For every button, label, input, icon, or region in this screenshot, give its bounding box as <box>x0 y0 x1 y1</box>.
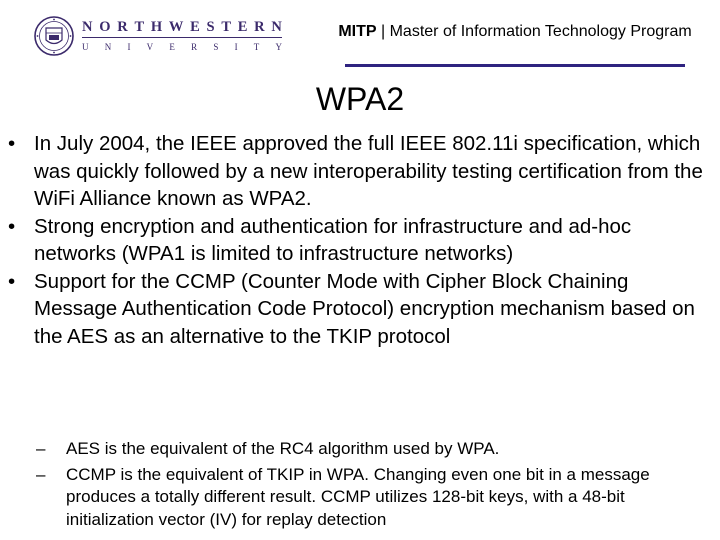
bullet-marker: • <box>8 132 16 155</box>
sub-bullet-text: AES is the equivalent of the RC4 algorithm used by WPA. <box>66 439 500 458</box>
sub-bullet-item <box>8 438 714 461</box>
sub-bullet-item <box>8 464 714 532</box>
program-abbr: MITP <box>338 23 377 40</box>
logo-divider <box>82 37 282 38</box>
logo-letter-bottom: V <box>146 42 154 52</box>
sub-bullet-text: CCMP is the equivalent of TKIP in WPA. Changing even one bit in a message produces a totally different result. CCMP utilizes 128-bit keys, with a 48-bit initialization vector (IV) for replay detection <box>66 464 650 529</box>
logo-wordmark <box>82 18 282 54</box>
logo-letter-top: T <box>134 19 145 35</box>
logo-letter-top: N <box>271 19 282 35</box>
logo-letter-top: T <box>221 19 231 35</box>
logo-letter-bottom: E <box>169 42 175 52</box>
bullet-text: Strong encryption and authentication for infrastructure and ad-hoc networks (WPA1 is limited to infrastructure networks) <box>34 214 632 265</box>
bullet-item <box>8 213 714 268</box>
logo-letter-top: O <box>99 19 111 35</box>
bullet-list <box>8 130 714 350</box>
sub-bullet-list <box>8 438 714 534</box>
logo-letter-top: S <box>206 19 215 35</box>
sub-bullet-marker: – <box>36 464 46 484</box>
logo-letter-top: R <box>254 19 265 35</box>
bullet-marker: • <box>8 269 16 293</box>
header-separator: | <box>380 23 386 40</box>
bullet-text: Support for the CCMP (Counter Mode with Cipher Block Chaining Message Authentication Code Protocol) encryption mechanism based on the AES as an alternative to the TKIP protocol <box>34 269 695 348</box>
logo-letter-bottom: T <box>253 42 260 52</box>
bullet-item <box>8 130 714 213</box>
program-header <box>330 22 700 42</box>
logo-letter-bottom: N <box>104 42 112 52</box>
bullet-marker: • <box>8 214 16 238</box>
logo-letter-top: W <box>168 19 184 35</box>
northwestern-logo <box>34 16 284 56</box>
bullet-item <box>8 268 714 351</box>
logo-letter-top: E <box>190 19 200 35</box>
logo-letter-bottom: I <box>127 42 131 52</box>
program-name: Master of Information Technology Program <box>389 23 692 40</box>
logo-letter-bottom: I <box>234 42 238 52</box>
logo-letter-bottom: S <box>213 42 219 52</box>
logo-word-top <box>82 18 282 36</box>
logo-letter-bottom: U <box>82 42 89 52</box>
logo-letter-bottom: Y <box>275 42 282 52</box>
bullet-text: In July 2004, the IEEE approved the full IEEE 802.11i specification, which was quickly followed by a new interoperability testing certification from the WiFi Alliance known as WPA2. <box>34 132 703 210</box>
logo-letter-bottom: R <box>191 42 198 52</box>
sub-bullet-marker: – <box>36 439 46 458</box>
slide-title: WPA2 <box>315 81 405 117</box>
logo-letter-top: R <box>117 19 128 35</box>
header-rule <box>345 64 685 67</box>
logo-word-bottom <box>82 41 282 53</box>
logo-letter-top: N <box>82 19 93 35</box>
university-seal-icon <box>34 16 74 56</box>
logo-letter-top: E <box>237 19 248 35</box>
logo-letter-top: H <box>150 19 163 35</box>
